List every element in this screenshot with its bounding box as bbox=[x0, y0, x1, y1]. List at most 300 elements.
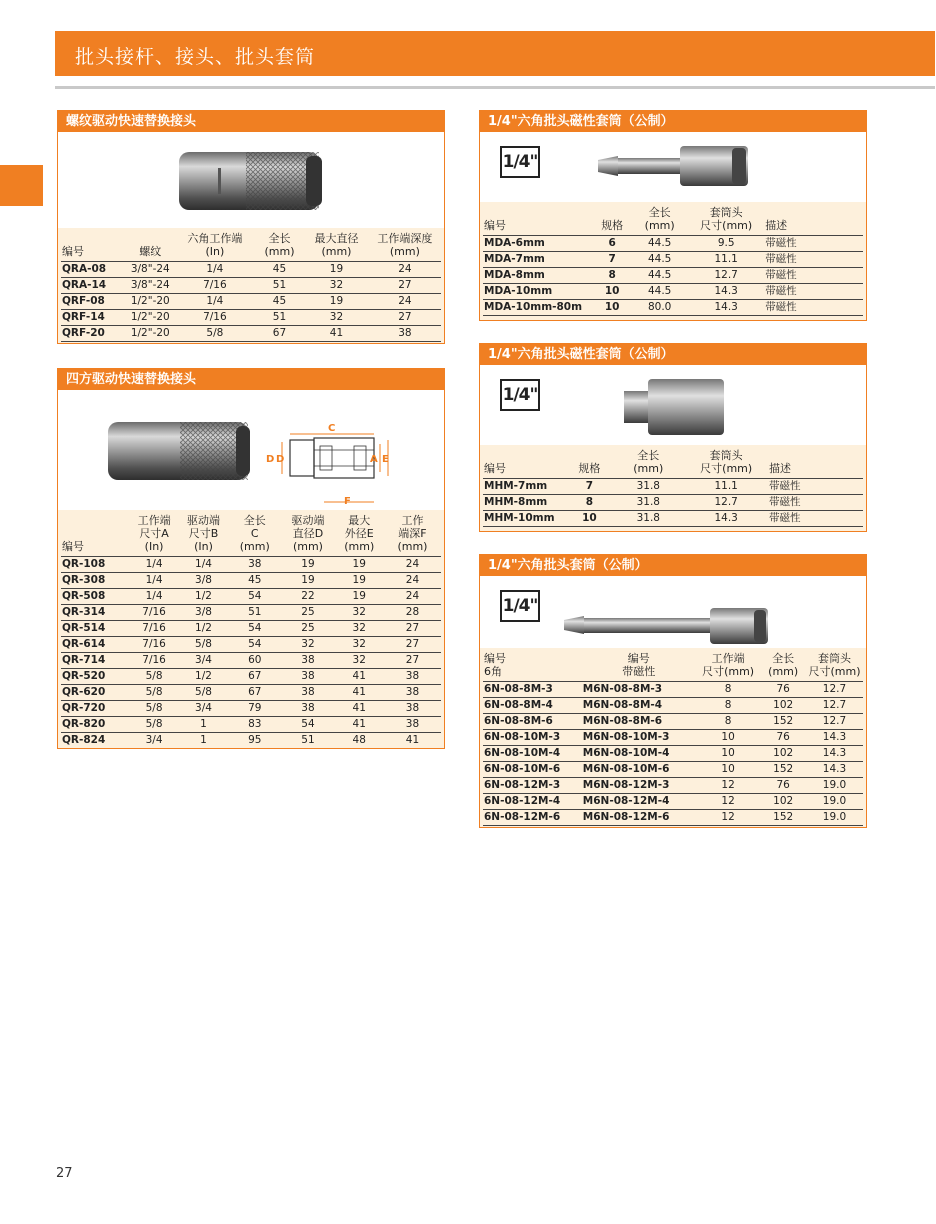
dim-label-c: C bbox=[328, 423, 336, 434]
table-cell: QR-520 bbox=[61, 669, 129, 685]
table-cell: 1/4 bbox=[129, 589, 178, 605]
size-badge: 1/4" bbox=[500, 590, 540, 622]
table-cell: 45 bbox=[228, 573, 281, 589]
table-cell: 3/4 bbox=[129, 733, 178, 749]
table-cell: 38 bbox=[281, 701, 334, 717]
table-cell: 11.1 bbox=[684, 479, 768, 495]
table-cell: 10 bbox=[696, 730, 761, 746]
table-cell: 14.3 bbox=[806, 746, 863, 762]
table-cell: 6N-08-12M-6 bbox=[483, 810, 582, 826]
table-cell: QR-508 bbox=[61, 589, 129, 605]
table-cell: 14.3 bbox=[806, 730, 863, 746]
table-cell: 32 bbox=[335, 621, 384, 637]
table-cell: 79 bbox=[228, 701, 281, 717]
table-row bbox=[61, 310, 441, 326]
table-cell: 31.8 bbox=[612, 479, 684, 495]
column-header: 工作端深度 (mm) bbox=[377, 232, 433, 258]
table-cell: 12.7 bbox=[806, 714, 863, 730]
table-cell: 28 bbox=[384, 605, 441, 621]
table-cell: 7/16 bbox=[175, 278, 255, 294]
mda-socket-illustration bbox=[480, 132, 867, 202]
table-cell: 7/16 bbox=[129, 637, 178, 653]
table-cell: 19 bbox=[304, 262, 369, 278]
page-number: 27 bbox=[56, 1166, 73, 1181]
table-cell: M6N-08-10M-3 bbox=[582, 730, 696, 746]
column-header: 工作 端深F (mm) bbox=[397, 514, 428, 553]
spec-table-wrap bbox=[58, 228, 444, 344]
table-row bbox=[61, 557, 441, 573]
table-cell: 95 bbox=[228, 733, 281, 749]
table-cell: 3/4 bbox=[179, 701, 228, 717]
table-cell: 31.8 bbox=[612, 511, 684, 527]
table-cell: 102 bbox=[760, 746, 806, 762]
table-cell: 76 bbox=[760, 682, 806, 698]
table-row bbox=[61, 701, 441, 717]
spec-table-wrap bbox=[480, 648, 866, 828]
table-cell: 80.0 bbox=[631, 300, 688, 316]
table-row bbox=[61, 605, 441, 621]
table-cell: 6N-08-12M-4 bbox=[483, 794, 582, 810]
table-row bbox=[483, 730, 863, 746]
table-cell: 带磁性 bbox=[768, 495, 863, 511]
table-row bbox=[61, 653, 441, 669]
table-cell: MDA-8mm bbox=[483, 268, 593, 284]
table-cell: 41 bbox=[335, 685, 384, 701]
table-cell: 102 bbox=[760, 698, 806, 714]
panel-title: 1/4"六角批头磁性套筒（公制） bbox=[480, 344, 866, 365]
table-cell: 19.0 bbox=[806, 810, 863, 826]
table-cell: 3/8"-24 bbox=[126, 278, 175, 294]
table-cell: 19.0 bbox=[806, 778, 863, 794]
table-cell: 6N-08-10M-3 bbox=[483, 730, 582, 746]
table-cell: M6N-08-12M-4 bbox=[582, 794, 696, 810]
table-cell: M6N-08-12M-6 bbox=[582, 810, 696, 826]
table-cell: 1/2"-20 bbox=[126, 326, 175, 342]
table-cell: 14.3 bbox=[684, 511, 768, 527]
table-cell: 8 bbox=[696, 698, 761, 714]
table-cell: 32 bbox=[281, 637, 334, 653]
column-header: 编号 带磁性 bbox=[622, 652, 656, 678]
table-cell: 38 bbox=[281, 669, 334, 685]
table-cell: 6N-08-12M-3 bbox=[483, 778, 582, 794]
square-adapter-illustration bbox=[58, 390, 445, 510]
column-header: 驱动端 直径D (mm) bbox=[291, 514, 325, 553]
table-cell: 带磁性 bbox=[764, 268, 863, 284]
dim-label-d2: D bbox=[276, 454, 285, 465]
dim-label-d1: D bbox=[266, 454, 275, 465]
table-cell: QR-108 bbox=[61, 557, 129, 573]
table-cell: 5/8 bbox=[129, 685, 178, 701]
table-cell: 38 bbox=[369, 326, 441, 342]
table-cell: 44.5 bbox=[631, 236, 688, 252]
table-cell: 76 bbox=[760, 778, 806, 794]
table-cell: 6 bbox=[593, 236, 631, 252]
table-cell: 7 bbox=[567, 479, 613, 495]
table-cell: 38 bbox=[281, 685, 334, 701]
table-cell: 22 bbox=[281, 589, 334, 605]
table-row bbox=[483, 698, 863, 714]
size-badge: 1/4" bbox=[500, 379, 540, 411]
column-header: 编号 6角 bbox=[484, 652, 506, 678]
table-cell: 1/4 bbox=[129, 557, 178, 573]
table-cell: 12.7 bbox=[806, 682, 863, 698]
table-cell: 1/4 bbox=[175, 262, 255, 278]
mhm-sockets-panel bbox=[479, 343, 867, 532]
column-header: 全长 (mm) bbox=[644, 206, 675, 232]
column-header: 最大 外径E (mm) bbox=[344, 514, 375, 553]
table-cell: 1/2 bbox=[179, 589, 228, 605]
product-image-area bbox=[58, 390, 444, 510]
table-cell: 带磁性 bbox=[768, 511, 863, 527]
table-row bbox=[61, 717, 441, 733]
table-cell: 8 bbox=[696, 682, 761, 698]
table-row bbox=[61, 294, 441, 310]
table-cell: 10 bbox=[696, 762, 761, 778]
table-cell: QR-314 bbox=[61, 605, 129, 621]
table-cell: 54 bbox=[281, 717, 334, 733]
table-row bbox=[61, 278, 441, 294]
table-cell: 38 bbox=[281, 653, 334, 669]
table-cell: 24 bbox=[369, 262, 441, 278]
table-cell: M6N-08-8M-6 bbox=[582, 714, 696, 730]
table-cell: QR-308 bbox=[61, 573, 129, 589]
table-row bbox=[483, 762, 863, 778]
table-cell: 8 bbox=[696, 714, 761, 730]
table-row bbox=[483, 794, 863, 810]
table-cell: 25 bbox=[281, 621, 334, 637]
mhm-sockets-table bbox=[483, 449, 863, 527]
table-cell: 27 bbox=[384, 637, 441, 653]
table-cell: 45 bbox=[255, 262, 304, 278]
table-cell: 67 bbox=[228, 669, 281, 685]
table-cell: 1/2"-20 bbox=[126, 310, 175, 326]
table-cell: 14.3 bbox=[688, 300, 764, 316]
table-cell: 5/8 bbox=[179, 637, 228, 653]
table-cell: 31.8 bbox=[612, 495, 684, 511]
table-cell: 5/8 bbox=[179, 685, 228, 701]
table-cell: 51 bbox=[255, 310, 304, 326]
table-row bbox=[61, 621, 441, 637]
table-cell: 44.5 bbox=[631, 268, 688, 284]
table-cell: 5/8 bbox=[129, 701, 178, 717]
table-cell: 38 bbox=[384, 669, 441, 685]
column-header: 全长 (mm) bbox=[264, 232, 295, 258]
table-cell: 3/8"-24 bbox=[126, 262, 175, 278]
table-cell: 60 bbox=[228, 653, 281, 669]
thread-adapters-panel bbox=[57, 110, 445, 344]
table-cell: 32 bbox=[304, 310, 369, 326]
table-cell: 12 bbox=[696, 778, 761, 794]
table-cell: 6N-08-8M-3 bbox=[483, 682, 582, 698]
column-header: 驱动端 尺寸B (In) bbox=[186, 514, 220, 553]
table-cell: 带磁性 bbox=[768, 479, 863, 495]
table-cell: 带磁性 bbox=[764, 284, 863, 300]
mda-sockets-panel bbox=[479, 110, 867, 321]
table-cell: 1/4 bbox=[179, 557, 228, 573]
square-adapters-table bbox=[61, 514, 441, 749]
column-header: 编号 bbox=[484, 219, 506, 232]
dim-label-f: F bbox=[344, 496, 351, 507]
table-row bbox=[483, 682, 863, 698]
table-row bbox=[61, 669, 441, 685]
table-cell: 102 bbox=[760, 794, 806, 810]
product-image-area bbox=[58, 132, 444, 228]
table-cell: 12.7 bbox=[684, 495, 768, 511]
table-cell: 24 bbox=[369, 294, 441, 310]
table-row bbox=[483, 511, 863, 527]
table-cell: 3/8 bbox=[179, 573, 228, 589]
table-cell: 带磁性 bbox=[764, 300, 863, 316]
table-cell: 19 bbox=[281, 573, 334, 589]
table-cell: QR-824 bbox=[61, 733, 129, 749]
table-cell: 152 bbox=[760, 762, 806, 778]
table-row bbox=[483, 479, 863, 495]
table-row bbox=[483, 746, 863, 762]
table-row bbox=[483, 778, 863, 794]
table-cell: QRA-14 bbox=[61, 278, 126, 294]
column-header: 编号 bbox=[62, 540, 84, 553]
table-cell: 41 bbox=[384, 733, 441, 749]
column-header: 规格 bbox=[578, 462, 601, 475]
table-cell: 1 bbox=[179, 733, 228, 749]
table-cell: 5/8 bbox=[175, 326, 255, 342]
column-header: 六角工作端 (In) bbox=[187, 232, 243, 258]
table-row bbox=[483, 284, 863, 300]
table-row bbox=[61, 685, 441, 701]
table-cell: 1/2 bbox=[179, 621, 228, 637]
mhm-socket-illustration bbox=[480, 365, 867, 445]
table-cell: MHM-10mm bbox=[483, 511, 567, 527]
table-cell: 54 bbox=[228, 621, 281, 637]
table-cell: 14.3 bbox=[806, 762, 863, 778]
table-cell: 12.7 bbox=[688, 268, 764, 284]
table-cell: 51 bbox=[281, 733, 334, 749]
table-row bbox=[483, 236, 863, 252]
table-cell: 3/8 bbox=[179, 605, 228, 621]
table-cell: 7/16 bbox=[129, 653, 178, 669]
table-cell: QRF-08 bbox=[61, 294, 126, 310]
table-row bbox=[61, 262, 441, 278]
table-cell: QRA-08 bbox=[61, 262, 126, 278]
table-cell: 51 bbox=[228, 605, 281, 621]
table-row bbox=[483, 714, 863, 730]
panel-title: 四方驱动快速替换接头 bbox=[58, 369, 444, 390]
table-cell: 19.0 bbox=[806, 794, 863, 810]
column-header: 全长 (mm) bbox=[768, 652, 799, 678]
section-side-tab bbox=[0, 165, 43, 206]
table-cell: 48 bbox=[335, 733, 384, 749]
table-cell: 27 bbox=[384, 653, 441, 669]
page-title: 批头接杆、接头、批头套筒 bbox=[75, 46, 316, 68]
table-cell: 12 bbox=[696, 794, 761, 810]
table-cell: 38 bbox=[384, 685, 441, 701]
table-cell: 32 bbox=[335, 653, 384, 669]
table-cell: 3/4 bbox=[179, 653, 228, 669]
table-cell: QR-820 bbox=[61, 717, 129, 733]
table-cell: 1/4 bbox=[175, 294, 255, 310]
table-cell: 44.5 bbox=[631, 284, 688, 300]
table-cell: 24 bbox=[384, 557, 441, 573]
table-cell: 51 bbox=[255, 278, 304, 294]
column-header: 套筒头 尺寸(mm) bbox=[700, 449, 753, 475]
table-cell: 6N-08-10M-4 bbox=[483, 746, 582, 762]
table-cell: 41 bbox=[335, 717, 384, 733]
table-cell: 54 bbox=[228, 637, 281, 653]
table-cell: 41 bbox=[304, 326, 369, 342]
table-cell: M6N-08-8M-4 bbox=[582, 698, 696, 714]
table-cell: 38 bbox=[384, 701, 441, 717]
mda-sockets-table bbox=[483, 206, 863, 316]
table-cell: 1/4 bbox=[129, 573, 178, 589]
table-cell: 19 bbox=[304, 294, 369, 310]
table-row bbox=[483, 252, 863, 268]
table-cell: 27 bbox=[369, 278, 441, 294]
table-cell: MDA-7mm bbox=[483, 252, 593, 268]
product-image-area bbox=[480, 576, 866, 648]
table-cell: 10 bbox=[696, 746, 761, 762]
spec-table-wrap bbox=[480, 202, 866, 321]
table-cell: 1 bbox=[179, 717, 228, 733]
table-cell: 7/16 bbox=[175, 310, 255, 326]
table-cell: 27 bbox=[369, 310, 441, 326]
table-row bbox=[61, 326, 441, 342]
table-cell: 44.5 bbox=[631, 252, 688, 268]
table-cell: 10 bbox=[593, 284, 631, 300]
table-cell: 32 bbox=[304, 278, 369, 294]
table-cell: 带磁性 bbox=[764, 236, 863, 252]
hex-sockets-table bbox=[483, 652, 863, 826]
table-cell: 10 bbox=[567, 511, 613, 527]
panel-title: 螺纹驱动快速替换接头 bbox=[58, 111, 444, 132]
spec-table-wrap bbox=[480, 445, 866, 532]
table-cell: 67 bbox=[255, 326, 304, 342]
panel-title: 1/4"六角批头套筒（公制） bbox=[480, 555, 866, 576]
header-divider bbox=[55, 86, 935, 89]
table-cell: MDA-10mm bbox=[483, 284, 593, 300]
table-cell: 41 bbox=[335, 669, 384, 685]
table-cell: M6N-08-10M-6 bbox=[582, 762, 696, 778]
table-cell: 1/2 bbox=[179, 669, 228, 685]
dim-label-e: E bbox=[382, 454, 389, 465]
table-cell: QR-714 bbox=[61, 653, 129, 669]
table-cell: 12 bbox=[696, 810, 761, 826]
table-cell: 76 bbox=[760, 730, 806, 746]
table-cell: 27 bbox=[384, 621, 441, 637]
table-cell: 19 bbox=[335, 589, 384, 605]
table-cell: 152 bbox=[760, 714, 806, 730]
table-cell: 9.5 bbox=[688, 236, 764, 252]
table-cell: 5/8 bbox=[129, 717, 178, 733]
table-row bbox=[61, 733, 441, 749]
table-cell: 67 bbox=[228, 685, 281, 701]
table-cell: QR-620 bbox=[61, 685, 129, 701]
column-header: 工作端 尺寸A (In) bbox=[137, 514, 171, 553]
table-cell: MDA-10mm-80m bbox=[483, 300, 593, 316]
table-cell: M6N-08-12M-3 bbox=[582, 778, 696, 794]
table-cell: 152 bbox=[760, 810, 806, 826]
column-header: 编号 bbox=[62, 245, 84, 258]
column-header: 工作端 尺寸(mm) bbox=[702, 652, 755, 678]
thread-adapter-illustration bbox=[58, 132, 445, 228]
table-row bbox=[483, 300, 863, 316]
table-row bbox=[483, 810, 863, 826]
table-cell: QR-720 bbox=[61, 701, 129, 717]
table-cell: M6N-08-10M-4 bbox=[582, 746, 696, 762]
column-header: 规格 bbox=[601, 219, 624, 232]
table-row bbox=[61, 637, 441, 653]
column-header: 编号 bbox=[484, 462, 506, 475]
column-header: 套筒头 尺寸(mm) bbox=[700, 206, 753, 232]
hex-sockets-panel bbox=[479, 554, 867, 828]
table-row bbox=[61, 589, 441, 605]
table-cell: 8 bbox=[593, 268, 631, 284]
table-cell: 7/16 bbox=[129, 605, 178, 621]
table-cell: 25 bbox=[281, 605, 334, 621]
table-cell: 32 bbox=[335, 637, 384, 653]
table-cell: 5/8 bbox=[129, 669, 178, 685]
table-cell: 6N-08-10M-6 bbox=[483, 762, 582, 778]
table-cell: 11.1 bbox=[688, 252, 764, 268]
table-cell: 54 bbox=[228, 589, 281, 605]
spec-table-wrap bbox=[58, 510, 444, 749]
column-header: 螺纹 bbox=[139, 245, 162, 258]
table-cell: 38 bbox=[228, 557, 281, 573]
table-cell: M6N-08-8M-3 bbox=[582, 682, 696, 698]
table-cell: 7 bbox=[593, 252, 631, 268]
product-image-area bbox=[480, 365, 866, 445]
table-cell: 24 bbox=[384, 573, 441, 589]
table-cell: MDA-6mm bbox=[483, 236, 593, 252]
table-cell: 8 bbox=[567, 495, 613, 511]
table-cell: 1/2"-20 bbox=[126, 294, 175, 310]
dim-label-a: A bbox=[370, 454, 378, 465]
table-cell: 12.7 bbox=[806, 698, 863, 714]
table-row bbox=[483, 268, 863, 284]
column-header: 套筒头 尺寸(mm) bbox=[808, 652, 861, 678]
table-cell: 38 bbox=[384, 717, 441, 733]
table-cell: MHM-8mm bbox=[483, 495, 567, 511]
table-cell: 45 bbox=[255, 294, 304, 310]
size-badge: 1/4" bbox=[500, 146, 540, 178]
table-cell: QRF-14 bbox=[61, 310, 126, 326]
column-header: 全长 C (mm) bbox=[239, 514, 270, 553]
page-header-banner bbox=[55, 31, 935, 76]
table-cell: 32 bbox=[335, 605, 384, 621]
table-cell: 14.3 bbox=[688, 284, 764, 300]
table-cell: 带磁性 bbox=[764, 252, 863, 268]
hex-socket-illustration bbox=[480, 576, 867, 648]
product-image-area bbox=[480, 132, 866, 202]
table-row bbox=[483, 495, 863, 511]
table-cell: 6N-08-8M-4 bbox=[483, 698, 582, 714]
table-cell: QR-614 bbox=[61, 637, 129, 653]
table-cell: 41 bbox=[335, 701, 384, 717]
table-cell: 19 bbox=[335, 573, 384, 589]
table-cell: 10 bbox=[593, 300, 631, 316]
column-header: 描述 bbox=[765, 219, 788, 232]
panel-title: 1/4"六角批头磁性套筒（公制） bbox=[480, 111, 866, 132]
table-cell: 24 bbox=[384, 589, 441, 605]
table-cell: 6N-08-8M-6 bbox=[483, 714, 582, 730]
table-cell: 7/16 bbox=[129, 621, 178, 637]
column-header: 描述 bbox=[768, 462, 791, 475]
table-cell: 19 bbox=[335, 557, 384, 573]
square-adapters-panel bbox=[57, 368, 445, 749]
table-row bbox=[61, 573, 441, 589]
table-cell: 19 bbox=[281, 557, 334, 573]
table-cell: MHM-7mm bbox=[483, 479, 567, 495]
column-header: 最大直径 (mm) bbox=[314, 232, 359, 258]
